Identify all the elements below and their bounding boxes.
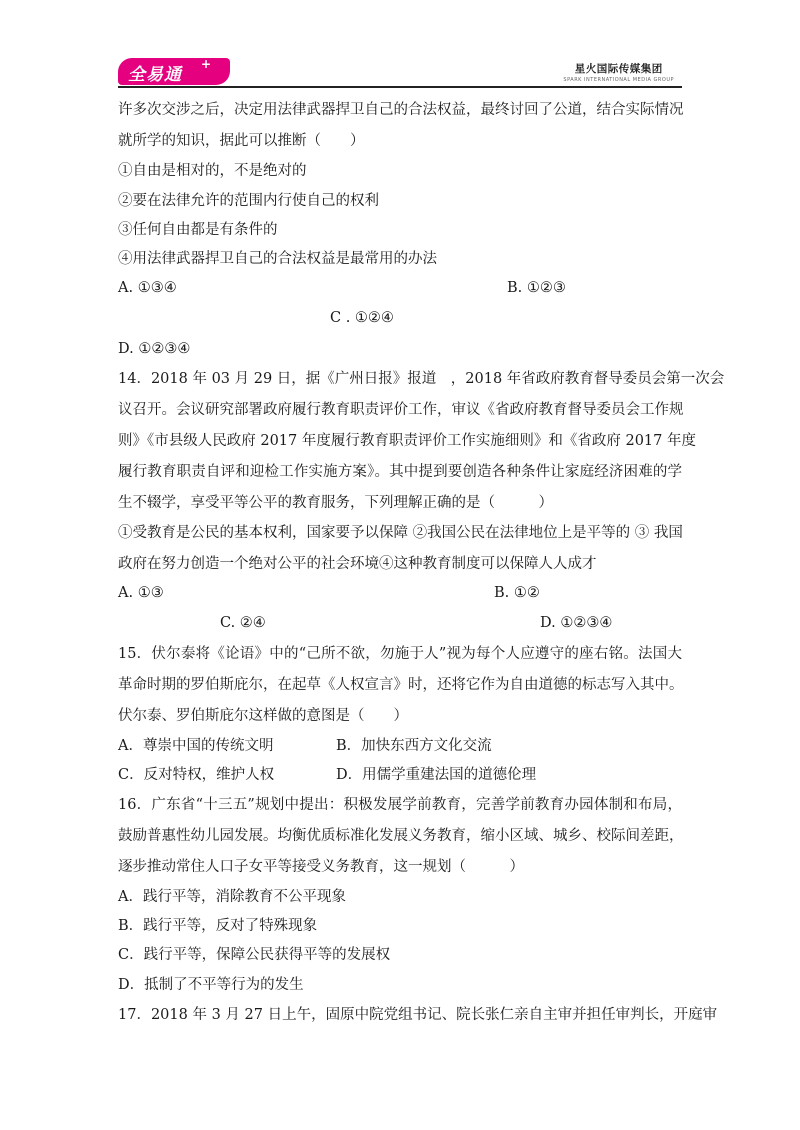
q16-line-2: 鼓励普惠性幼儿园发展。均衡优质标准化发展义务教育，缩小区域、城乡、校际间差距， xyxy=(118,828,684,844)
q15-option-b: B．加快东西方文化交流 xyxy=(336,738,492,754)
brand-block xyxy=(563,61,674,83)
page-header xyxy=(0,0,800,90)
q16-option-d: D．抵制了不平等行为的发生 xyxy=(118,977,304,993)
q14-option-c: C. ②④ xyxy=(220,615,266,631)
brand-name-en: SPARK INTERNATIONAL MEDIA GROUP xyxy=(563,77,674,83)
q17-line-1: 17．2018 年 3 月 27 日上午，固原中院党组书记、院长张仁亲自主审并担任审判长，开庭审 xyxy=(118,1007,718,1023)
q14-line-7: 政府在努力创造一个绝对公平的社会环境④这种教育制度可以保障人人成才 xyxy=(118,556,597,572)
header-divider xyxy=(118,86,682,88)
q15-line-3: 伏尔泰、罗伯斯庇尔这样做的意图是（ ） xyxy=(118,708,408,724)
q13-option-a: A. ①③④ xyxy=(118,280,177,296)
q16-option-c: C．践行平等，保障公民获得平等的发展权 xyxy=(118,947,391,963)
q13-option-d: D. ①②③④ xyxy=(118,341,191,357)
q16-line-1: 16．广东省“十三五”规划中提出：积极发展学前教育，完善学前教育办园体制和布局， xyxy=(118,797,682,813)
q13-statement-2: ②要在法律允许的范围内行使自己的权利 xyxy=(118,193,379,209)
logo-plus-icon: + xyxy=(201,57,212,71)
q13-stem-line-1: 许多次交涉之后，决定用法律武器捍卫自己的合法权益，最终讨回了公道，结合实际情况 xyxy=(118,102,684,118)
q15-option-c: C．反对特权，维护人权 xyxy=(118,767,275,783)
q15-line-2: 革命时期的罗伯斯庇尔，在起草《人权宣言》时，还将它作为自由道德的标志写入其中。 xyxy=(118,677,684,693)
q16-option-a: A．践行平等，消除教育不公平现象 xyxy=(118,889,346,905)
q13-statement-3: ③任何自由都是有条件的 xyxy=(118,222,278,238)
q14-line-4: 履行教育职责自评和迎检工作实施方案》。其中提到要创造各种条件让家庭经济困难的学 xyxy=(118,464,682,480)
q14-option-a: A. ①③ xyxy=(118,585,164,601)
q14-line-1: 14．2018 年 03 月 29 日，据《广州日报》报道 ，2018 年省政府教育督导委员会第一次会 xyxy=(118,371,725,387)
q14-line-6: ①受教育是公民的基本权利，国家要予以保障 ②我国公民在法律地位上是平等的 ③ 我国 xyxy=(118,525,683,541)
q15-option-a: A．尊崇中国的传统文明 xyxy=(118,738,274,754)
q14-line-2: 议召开。会议研究部署政府履行教育职责评价工作，审议《省政府教育督导委员会工作规 xyxy=(118,402,684,418)
q13-option-b: B. ①②③ xyxy=(507,280,566,296)
q15-line-1: 15．伏尔泰将《论语》中的“己所不欲，勿施于人”视为每个人应遵守的座右铭。法国大 xyxy=(118,646,682,662)
q13-statement-4: ④用法律武器捍卫自己的合法权益是最常用的办法 xyxy=(118,251,437,267)
q16-line-3: 逐步推动常住人口子女平等接受义务教育，这一规划（ ） xyxy=(118,859,524,875)
q14-option-d: D. ①②③④ xyxy=(540,615,613,631)
q13-option-c: C . ①②④ xyxy=(330,310,394,326)
q16-option-b: B．践行平等，反对了特殊现象 xyxy=(118,918,318,934)
q15-option-d: D．用儒学重建法国的道德伦理 xyxy=(336,767,537,783)
q13-statement-1: ①自由是相对的，不是绝对的 xyxy=(118,163,307,179)
q13-stem-line-2: 就所学的知识，据此可以推断（ ） xyxy=(118,133,365,149)
q14-line-5: 生不辍学，享受平等公平的教育服务，下列理解正确的是（ ） xyxy=(118,495,553,511)
logo-text: 全易通 xyxy=(128,65,182,85)
q14-line-3: 则》《市县级人民政府 2017 年度履行教育职责评价工作实施细则》和《省政府 2017 年度 xyxy=(118,433,696,449)
q14-option-b: B. ①② xyxy=(494,585,540,601)
brand-name: 星火国际传媒集团 xyxy=(574,63,663,75)
